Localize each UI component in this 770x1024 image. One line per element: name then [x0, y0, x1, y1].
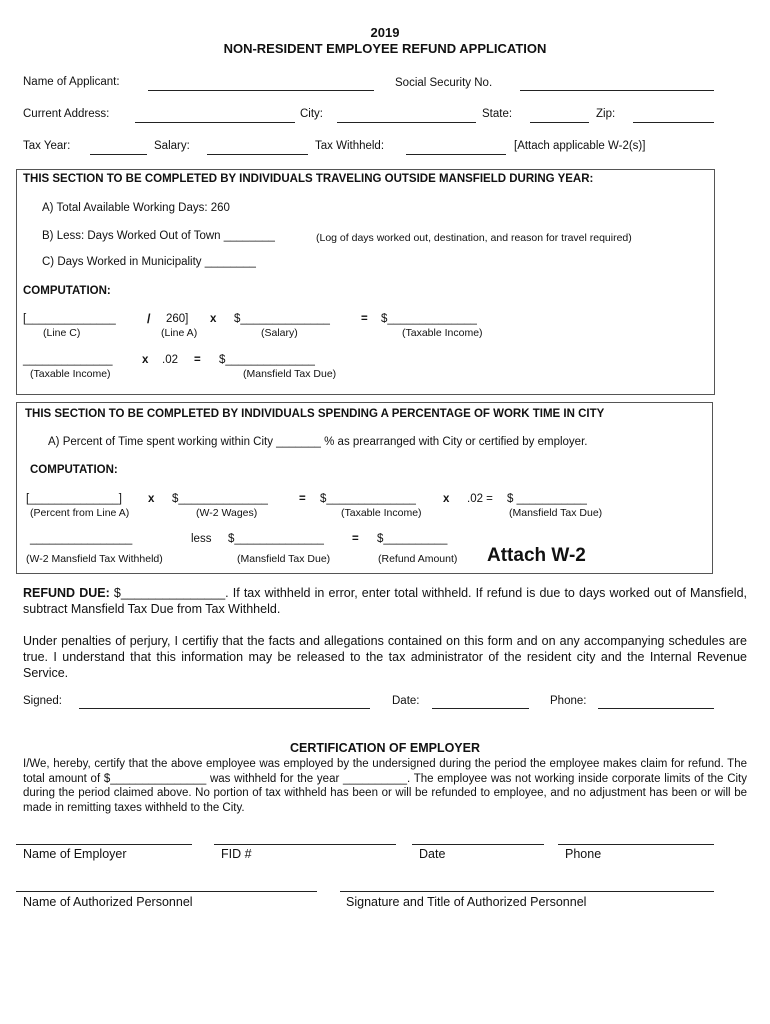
taxable-income-caption-1: (Taxable Income) — [402, 327, 483, 339]
times-sign-3: x — [148, 493, 155, 505]
computation-label-1: COMPUTATION: — [23, 285, 111, 297]
authorized-name-field[interactable] — [16, 891, 317, 892]
tax-due-field-1[interactable]: $______________ — [219, 354, 315, 366]
taxable-income-caption-3: (Taxable Income) — [341, 507, 422, 519]
signature-field[interactable] — [79, 708, 370, 709]
employer-phone-label: Phone — [565, 847, 602, 861]
tax-due-field-3[interactable]: $______________ — [228, 533, 324, 545]
signed-label: Signed: — [23, 695, 63, 707]
refund-amount-caption: (Refund Amount) — [378, 553, 458, 565]
employer-name-field[interactable] — [16, 844, 192, 845]
address-field[interactable] — [135, 122, 295, 123]
tax-withheld-label: Tax Withheld: — [315, 140, 385, 152]
percent-field[interactable]: [______________] — [26, 493, 122, 505]
tax-rate-2: .02 = — [467, 493, 493, 505]
tax-rate-1: .02 — [162, 354, 178, 366]
refund-due-text: $_______________. If tax withheld in error, enter total withheld. If refund is due to days worked out of Mansfield, subtract Mansfield Tax Due from Tax Withheld. — [23, 586, 747, 616]
zip-label: Zip: — [596, 108, 616, 120]
perjury-statement: Under penalties of perjury, I certifiy that the facts and allegations contained on this form and on any accompanying schedules are true. I understand that this information may be released to the tax administrator of the resident city and the Internal Revenue Service. — [23, 634, 747, 680]
salary-caption: (Salary) — [261, 327, 298, 339]
employer-date-field[interactable] — [412, 844, 544, 845]
equals-sign-4: = — [352, 533, 359, 545]
applicant-name-label: Name of Applicant: — [23, 76, 120, 88]
zip-field[interactable] — [633, 122, 714, 123]
equals-sign-1: = — [361, 313, 368, 325]
city-label: City: — [300, 108, 323, 120]
times-sign-4: x — [443, 493, 450, 505]
attach-w2-note: [Attach applicable W-2(s)] — [514, 140, 646, 152]
employer-cert-heading: CERTIFICATION OF EMPLOYER — [289, 741, 481, 755]
salary-field[interactable] — [207, 154, 308, 155]
equals-sign-3: = — [299, 493, 306, 505]
w2-withheld-field[interactable]: ________________ — [30, 533, 133, 545]
applicant-name-field[interactable] — [148, 90, 374, 91]
less-label: less — [191, 533, 212, 545]
ssn-label: Social Security No. — [395, 77, 493, 89]
computation-label-2: COMPUTATION: — [30, 464, 118, 476]
travel-log-note: (Log of days worked out, destination, and reason for travel required) — [316, 232, 632, 244]
line-a-value: 260] — [166, 313, 189, 325]
salary-calc-field[interactable]: $______________ — [234, 313, 330, 325]
attach-w2-callout: Attach W-2 — [487, 545, 586, 566]
tax-due-caption-1: (Mansfield Tax Due) — [243, 368, 337, 380]
w2-wages-field[interactable]: $______________ — [172, 493, 268, 505]
form-year: 2019 — [370, 25, 400, 40]
fid-label: FID # — [221, 847, 252, 861]
section-percentage-heading: THIS SECTION TO BE COMPLETED BY INDIVIDUALS SPENDING A PERCENTAGE OF WORK TIME IN CITY — [25, 408, 605, 420]
taxable-income-field-2[interactable]: ______________ — [23, 354, 113, 366]
percent-time-in-city[interactable]: A) Percent of Time spent working within City _______ % as prearranged with City or certified by employer. — [48, 436, 588, 448]
date-label: Date: — [392, 695, 420, 707]
state-label: State: — [482, 108, 513, 120]
employer-name-label: Name of Employer — [23, 847, 127, 861]
line-c-field[interactable]: [______________ — [23, 313, 116, 325]
w2-withheld-caption: (W-2 Mansfield Tax Withheld) — [26, 553, 163, 565]
tax-withheld-field[interactable] — [406, 154, 506, 155]
w2-wages-caption: (W-2 Wages) — [196, 507, 258, 519]
salary-label: Salary: — [154, 140, 190, 152]
days-out-of-town[interactable]: B) Less: Days Worked Out of Town ________ — [42, 230, 275, 242]
city-field[interactable] — [337, 122, 476, 123]
authorized-signature-label: Signature and Title of Authorized Personnel — [346, 895, 587, 909]
employer-phone-field[interactable] — [558, 844, 714, 845]
line-a-caption: (Line A) — [161, 327, 198, 339]
percent-caption: (Percent from Line A) — [30, 507, 130, 519]
tax-due-caption-3: (Mansfield Tax Due) — [237, 553, 331, 565]
ssn-field[interactable] — [520, 90, 714, 91]
authorized-signature-field[interactable] — [340, 891, 714, 892]
date-field[interactable] — [432, 708, 529, 709]
tax-year-label: Tax Year: — [23, 140, 71, 152]
phone-label: Phone: — [550, 695, 587, 707]
address-label: Current Address: — [23, 108, 110, 120]
taxable-income-caption-2: (Taxable Income) — [30, 368, 111, 380]
line-c-caption: (Line C) — [43, 327, 81, 339]
tax-year-field[interactable] — [90, 154, 147, 155]
form-title: NON-RESIDENT EMPLOYEE REFUND APPLICATION — [223, 41, 547, 56]
days-in-municipality[interactable]: C) Days Worked in Municipality ________ — [42, 256, 256, 268]
equals-sign-2: = — [194, 354, 201, 366]
tax-due-caption-2: (Mansfield Tax Due) — [509, 507, 603, 519]
tax-due-field-2[interactable]: $ ___________ — [507, 493, 587, 505]
divide-sign: / — [147, 312, 151, 326]
total-working-days: A) Total Available Working Days: 260 — [42, 202, 230, 214]
taxable-income-field-1[interactable]: $______________ — [381, 313, 477, 325]
refund-due-label: REFUND DUE: — [23, 586, 110, 600]
fid-field[interactable] — [214, 844, 396, 845]
times-sign-1: x — [210, 313, 217, 325]
employer-cert-text[interactable]: I/We, hereby, certify that the above employee was employed by the undersigned during the period the employee makes claim for refund. The total amount of $_______________ was withheld for the year __________. The employee was not working inside corporate limits of the City during the period claimed above. No portion of tax withheld has been or will be refunded to employee, and no adjustment has been or will be made in remitting taxes withheld to the City. — [23, 758, 747, 814]
state-field[interactable] — [530, 122, 589, 123]
section-travel-heading: THIS SECTION TO BE COMPLETED BY INDIVIDUALS TRAVELING OUTSIDE MANSFIELD DURING YEAR: — [23, 173, 594, 185]
taxable-income-field-3[interactable]: $______________ — [320, 493, 416, 505]
authorized-name-label: Name of Authorized Personnel — [23, 895, 193, 909]
phone-field[interactable] — [598, 708, 714, 709]
refund-amount-field[interactable]: $__________ — [377, 533, 448, 545]
times-sign-2: x — [142, 354, 149, 366]
section-percentage-box — [16, 402, 713, 574]
refund-due-paragraph[interactable] — [23, 585, 747, 617]
employer-date-label: Date — [419, 847, 446, 861]
